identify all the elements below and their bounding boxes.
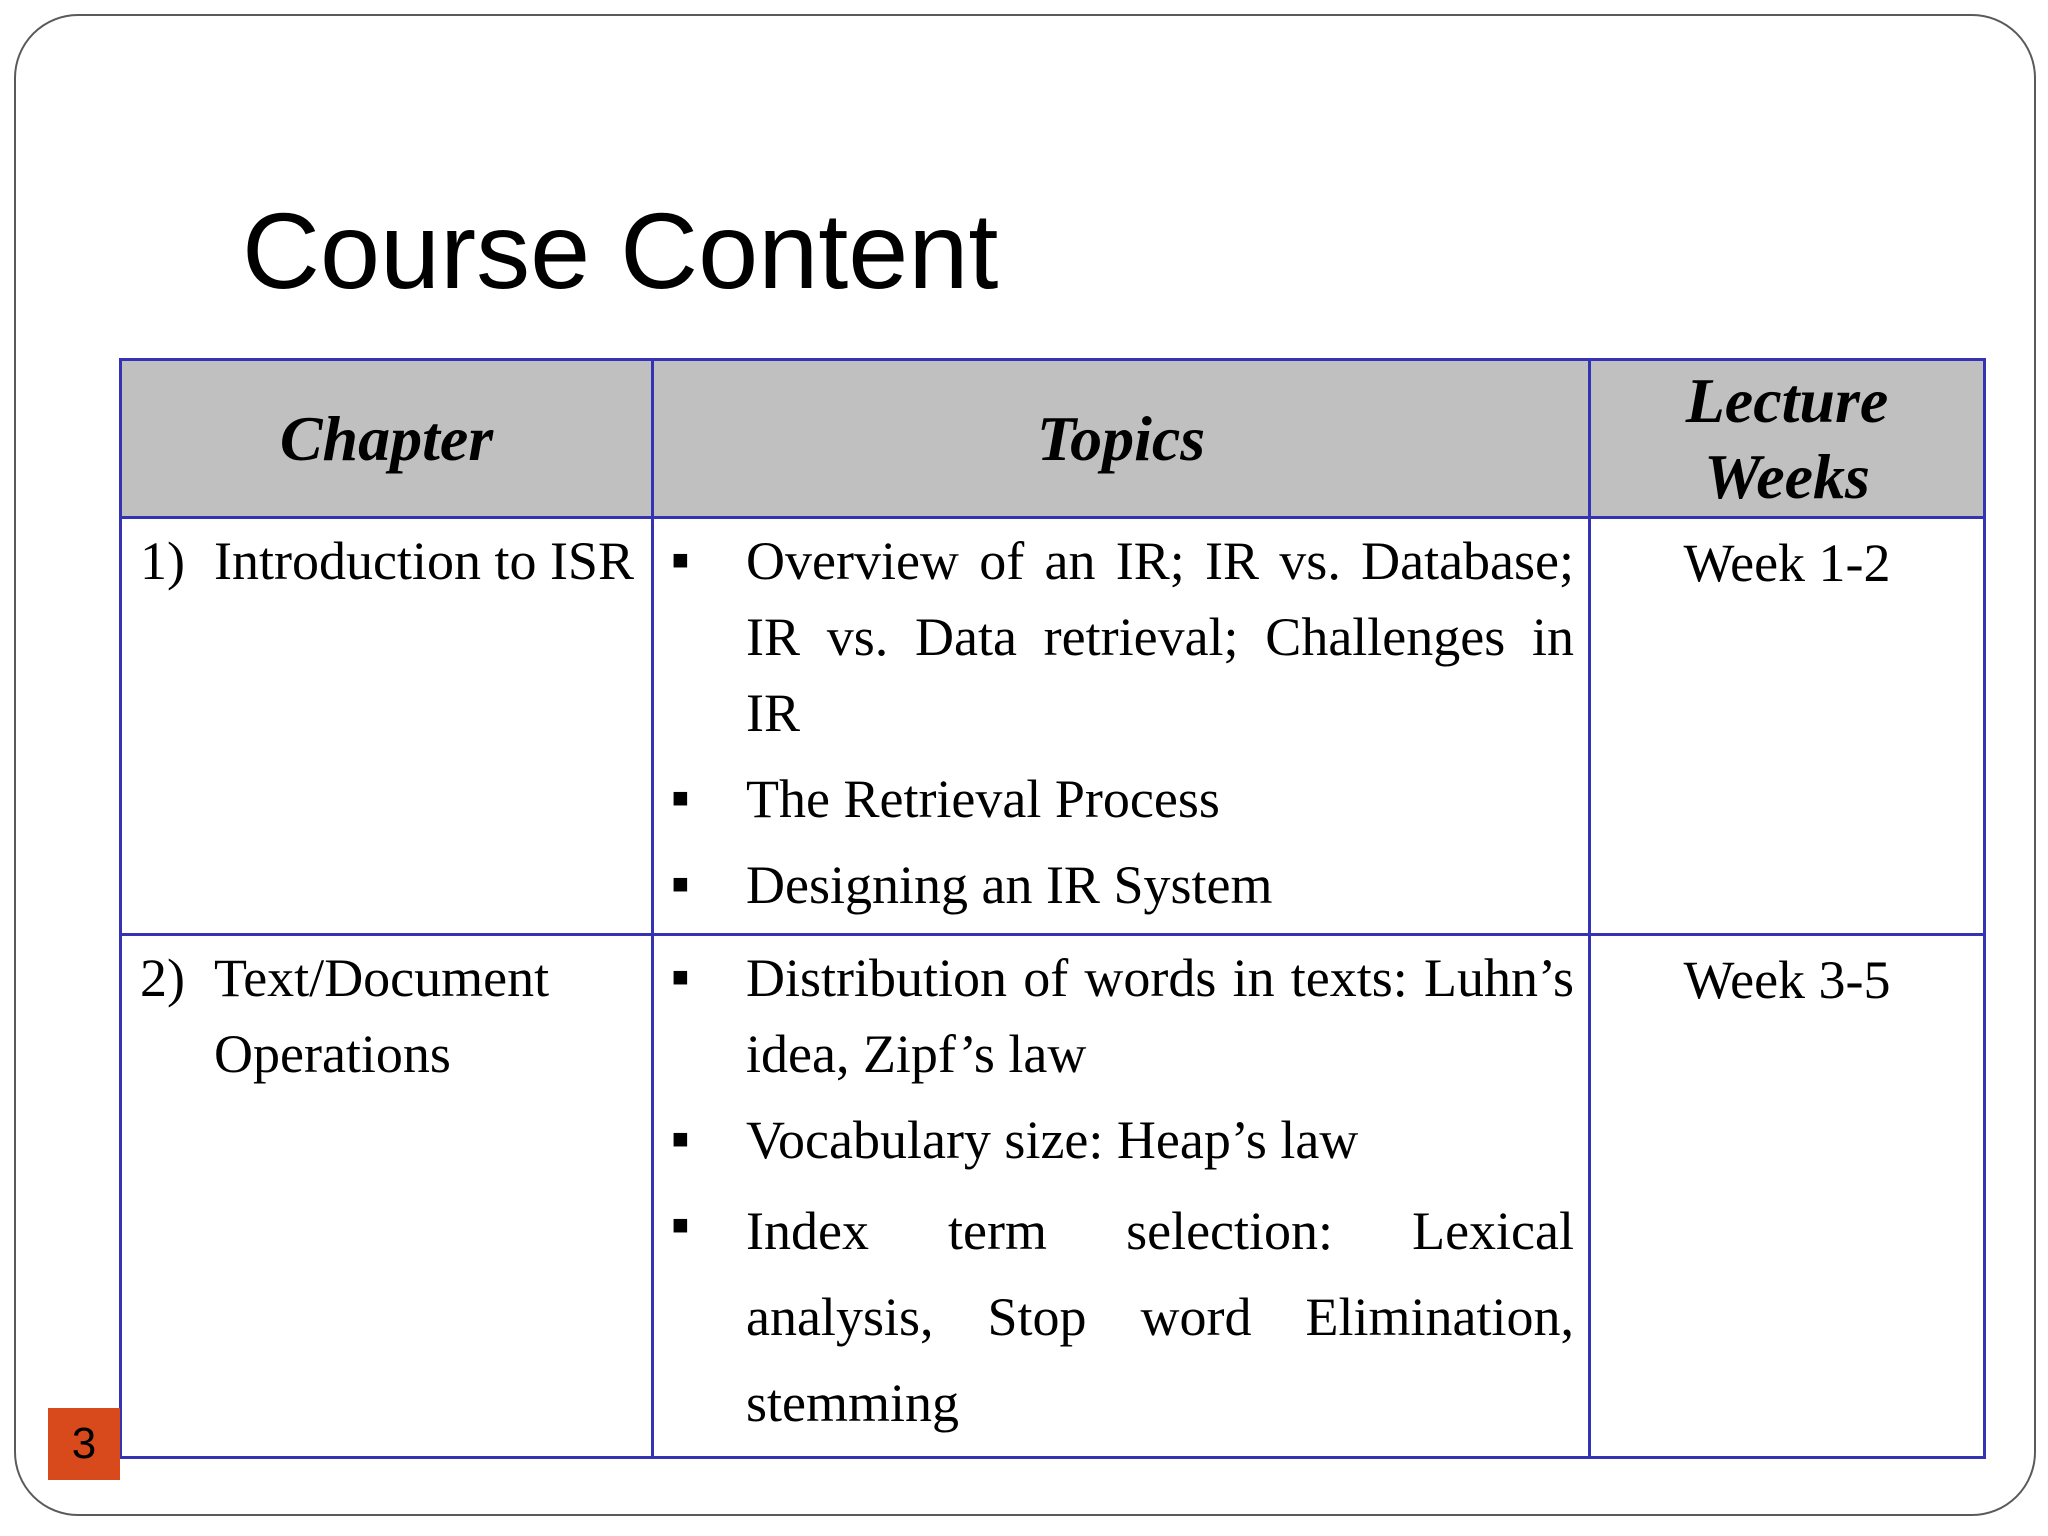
chapter-cell bbox=[121, 518, 653, 935]
topic-text: Vocabulary size: Heap’s law bbox=[746, 1110, 1359, 1170]
table-row bbox=[121, 935, 1985, 1458]
list-item bbox=[672, 1188, 1574, 1446]
page-number-badge: 3 bbox=[48, 1408, 120, 1480]
slide-title: Course Content bbox=[242, 190, 999, 311]
weeks-cell: Week 1-2 bbox=[1590, 518, 1985, 935]
course-content-table bbox=[119, 358, 1986, 1459]
header-chapter: Chapter bbox=[121, 360, 653, 518]
square-bullet-icon: ■ bbox=[672, 783, 689, 814]
topics-cell bbox=[653, 518, 1590, 935]
square-bullet-icon: ■ bbox=[672, 869, 689, 900]
header-topics: Topics bbox=[653, 360, 1590, 518]
list-item bbox=[672, 523, 1574, 751]
square-bullet-icon: ■ bbox=[672, 1210, 689, 1241]
square-bullet-icon: ■ bbox=[672, 962, 689, 993]
topics-cell bbox=[653, 935, 1590, 1458]
topic-text: Designing an IR System bbox=[746, 855, 1273, 915]
list-item bbox=[672, 761, 1574, 837]
topic-text: Distribution of words in texts: Luhn’s idea, Zipf’s law bbox=[746, 948, 1574, 1084]
topic-text: The Retrieval Process bbox=[746, 769, 1220, 829]
topic-text: Index term selection: Lexical analysis, Stop word Elimination, stemming bbox=[746, 1201, 1574, 1433]
square-bullet-icon: ■ bbox=[672, 545, 689, 576]
list-item bbox=[672, 847, 1574, 923]
chapter-title: Introduction to ISR bbox=[214, 531, 634, 591]
chapter-number: 2) bbox=[140, 948, 185, 1008]
table-row bbox=[121, 518, 1985, 935]
list-item bbox=[672, 940, 1574, 1092]
square-bullet-icon: ■ bbox=[672, 1124, 689, 1155]
topic-text: Overview of an IR; IR vs. Database; IR vs. Data retrieval; Challenges in IR bbox=[746, 531, 1574, 743]
header-lecture-weeks bbox=[1590, 360, 1985, 518]
list-item bbox=[672, 1102, 1574, 1178]
chapter-cell bbox=[121, 935, 653, 1458]
weeks-cell: Week 3-5 bbox=[1590, 935, 1985, 1458]
chapter-number: 1) bbox=[140, 531, 185, 591]
table-header-row bbox=[121, 360, 1985, 518]
header-weeks-line1: Lecture bbox=[1685, 364, 1889, 436]
header-weeks-line2: Weeks bbox=[1704, 440, 1870, 512]
chapter-title: Text/Document Operations bbox=[214, 948, 550, 1084]
